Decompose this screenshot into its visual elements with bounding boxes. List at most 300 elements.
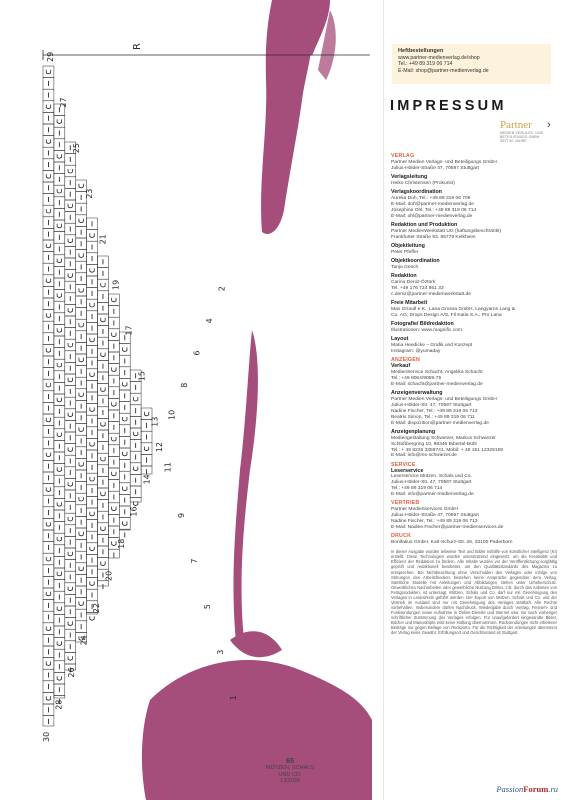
chart-symbol bbox=[57, 189, 61, 193]
chart-symbol bbox=[68, 169, 72, 173]
chart-symbol bbox=[101, 353, 105, 357]
page-footer bbox=[262, 757, 318, 785]
chart-symbol bbox=[68, 378, 72, 382]
row-number-bottom: 6 bbox=[192, 350, 202, 356]
chart-cell bbox=[43, 484, 54, 496]
row-number-bottom: 30 bbox=[42, 731, 51, 742]
section-line: Julius-Hölder-Straße 47, 70597 Stuttgart bbox=[391, 513, 479, 519]
section-line: Instagram: @yumaday bbox=[391, 349, 441, 355]
order-box-web[interactable]: www.partner-medienverlag.de/shop bbox=[398, 54, 480, 61]
chart-symbol bbox=[46, 348, 50, 352]
chart-cell bbox=[98, 279, 109, 291]
chart-symbol bbox=[68, 656, 72, 660]
chart-cell bbox=[65, 618, 76, 630]
section-title: DRUCK bbox=[391, 533, 412, 540]
chart-cell bbox=[108, 433, 119, 445]
section-line: Julius-Hölder-Str. 47, 70597 Stuttgart bbox=[391, 480, 472, 486]
chart-cell bbox=[43, 170, 54, 182]
row-number-top: 13 bbox=[150, 416, 160, 427]
impressum-title: IMPRESSUM bbox=[390, 98, 507, 114]
chart-cell bbox=[65, 235, 76, 247]
chart-symbol bbox=[68, 482, 72, 486]
section-title: VERTRIEB bbox=[391, 500, 420, 507]
chart-cell bbox=[54, 533, 65, 545]
chart-cell bbox=[76, 528, 87, 540]
chart-cell bbox=[54, 324, 65, 336]
chart-symbol bbox=[90, 477, 94, 481]
row-number-bottom: 12 bbox=[154, 442, 164, 453]
section-line[interactable]: E-Mail: Nadine.Fischer@partner-medienservices.de bbox=[391, 525, 504, 530]
section-verlagskoordination bbox=[391, 190, 557, 220]
chart-cell bbox=[119, 529, 130, 530]
section-line: Bonifatius GmbH, Karl-Schurz-Str. 26, 33100 Paderborn bbox=[391, 540, 513, 546]
section-heading: Redaktion bbox=[391, 273, 417, 280]
section-line: Co. AG, Drops Design A/S, Fil Katia S.A., Pro Lana bbox=[391, 312, 502, 318]
section-line: Tel. +49 176 724 861 33 bbox=[391, 286, 444, 291]
row-number-bottom: 14 bbox=[142, 474, 152, 485]
chart-cell bbox=[43, 344, 54, 356]
chart-cell bbox=[54, 116, 65, 128]
chart-cell bbox=[43, 518, 54, 530]
chart-cell bbox=[65, 652, 76, 664]
chart-cell bbox=[98, 453, 109, 465]
chart-symbol bbox=[57, 119, 61, 123]
chart-symbol bbox=[144, 447, 148, 451]
chart-cell bbox=[98, 488, 109, 500]
chart-symbol bbox=[79, 288, 83, 292]
chart-symbol bbox=[133, 397, 137, 401]
chart-cell bbox=[76, 319, 87, 331]
chart-cell bbox=[108, 468, 119, 480]
chart-symbol bbox=[68, 343, 72, 347]
chart-symbol bbox=[68, 239, 72, 243]
chart-cell bbox=[43, 623, 54, 635]
chart-cell bbox=[43, 379, 54, 391]
chart-cell bbox=[76, 493, 87, 505]
watermark bbox=[496, 784, 558, 794]
watermark-part: Passion bbox=[496, 784, 524, 794]
section-heading: Verlagskoordination bbox=[391, 189, 442, 196]
chart-cell bbox=[76, 215, 87, 227]
chart-symbol bbox=[68, 552, 72, 556]
section-line: Julius-Hölder-Straße 47, 70597 Stuttgart bbox=[391, 165, 479, 171]
section-objektkoordination bbox=[391, 259, 557, 271]
chart-symbol bbox=[46, 244, 50, 248]
chart-cell bbox=[87, 543, 98, 555]
section-line: Josephine Ohl, Tel.: +49 89 319 06 714 bbox=[391, 207, 477, 213]
chart-symbol bbox=[57, 676, 61, 680]
chart-cell bbox=[130, 498, 141, 502]
chart-cell bbox=[119, 518, 130, 530]
chart-symbol bbox=[57, 467, 61, 471]
chart-symbol bbox=[68, 204, 72, 208]
chart-symbol bbox=[90, 616, 94, 620]
chart-symbol bbox=[123, 382, 127, 386]
chart-cell bbox=[130, 463, 141, 475]
chart-symbol bbox=[79, 393, 83, 397]
section-anzeigen bbox=[391, 358, 557, 388]
chart-cell bbox=[54, 150, 65, 162]
chart-symbol bbox=[46, 279, 50, 283]
chart-corner-letter: R bbox=[132, 43, 143, 50]
chart-cell bbox=[98, 523, 109, 535]
chart-cell bbox=[43, 658, 54, 670]
chart-symbol bbox=[68, 308, 72, 312]
paint-drip bbox=[233, 330, 257, 642]
section-line: Carinu Deniz-Öztürk bbox=[391, 280, 436, 286]
chart-symbol bbox=[46, 139, 50, 143]
chart-symbol bbox=[101, 561, 105, 565]
chart-symbol bbox=[101, 318, 105, 322]
chart-cell bbox=[108, 398, 119, 410]
section-heading: Verkauf bbox=[391, 363, 411, 370]
section-line[interactable]: E-Mail: doh@partner-medienverlag.de bbox=[391, 201, 474, 207]
chart-cell bbox=[65, 374, 76, 386]
chart-symbol bbox=[79, 219, 83, 223]
chart-symbol bbox=[57, 259, 61, 263]
section-heading: Verlagsleitung bbox=[391, 174, 428, 181]
section-line: Partner Medienservices GmbH bbox=[391, 507, 458, 513]
chart-cell bbox=[65, 444, 76, 456]
chart-cell bbox=[65, 304, 76, 316]
chart-symbol bbox=[79, 462, 83, 466]
section-heading: Objektleitung bbox=[391, 242, 425, 249]
section-heading: Objektkoordination bbox=[391, 258, 440, 265]
row-number-top: 19 bbox=[111, 279, 121, 290]
chart-symbol bbox=[68, 413, 72, 417]
section-line: Mediengestaltung Schwiezer, Markus Schwiezer bbox=[391, 435, 496, 441]
section-line[interactable]: E-Mail: info@ms-schwiezer.de bbox=[391, 453, 457, 459]
row-number-bottom: 4 bbox=[204, 318, 214, 324]
chart-cell bbox=[54, 185, 65, 197]
section-redaktion bbox=[391, 274, 557, 298]
section-line: Illustrationen: www.magnific.com bbox=[391, 328, 462, 334]
chart-symbol bbox=[79, 532, 83, 536]
chart-cell bbox=[54, 359, 65, 371]
row-number-top: 9 bbox=[176, 512, 186, 518]
chart-symbol bbox=[46, 487, 50, 491]
section-line: Partner MedienWerkstatt UG (haftungsbeschränkt) bbox=[391, 228, 501, 234]
chart-cell bbox=[98, 349, 109, 361]
chart-cell bbox=[119, 483, 130, 495]
chart-cell bbox=[76, 424, 87, 436]
chart-cell bbox=[87, 369, 98, 381]
row-number-bottom: 22 bbox=[92, 603, 102, 614]
watermark-part: .ru bbox=[548, 784, 558, 794]
section-heading: Leserservice bbox=[391, 467, 424, 474]
chart-cell bbox=[43, 449, 54, 461]
section-verlag bbox=[391, 154, 557, 172]
chart-symbol bbox=[79, 567, 83, 571]
chart-cell bbox=[43, 588, 54, 600]
chart-symbol bbox=[57, 502, 61, 506]
section-title: ANZEIGEN bbox=[391, 357, 420, 364]
chart-symbol bbox=[112, 541, 116, 545]
section-line: Nadine Fischer, Tel.: +49 89 319 06 713 bbox=[391, 519, 478, 525]
row-number-top: 1 bbox=[229, 695, 239, 701]
row-number-top: 25 bbox=[72, 143, 82, 154]
section-line: Schloßbergring 10, 89346 Bibertal-Bühl bbox=[391, 441, 477, 447]
section-line[interactable]: c.deniz@partner-medienwerkstatt.de bbox=[391, 291, 471, 297]
chart-symbol bbox=[79, 184, 83, 188]
section-line: MedienService Schacht, Angelika Schacht bbox=[391, 370, 483, 376]
row-number-top: 11 bbox=[163, 462, 173, 473]
chart-symbol bbox=[57, 607, 61, 611]
chart-cell bbox=[87, 264, 98, 276]
section-freie-mitarbeit bbox=[391, 301, 557, 319]
chart-cell bbox=[54, 290, 65, 302]
chart-symbol bbox=[57, 328, 61, 332]
magazine-name-line-2: UND CO. bbox=[278, 771, 302, 778]
row-number-top: 15 bbox=[137, 371, 147, 382]
chart-symbol bbox=[101, 422, 105, 426]
logo-line-1: MEDIEN VERLAGS- UND bbox=[500, 131, 544, 135]
chart-cell bbox=[76, 389, 87, 401]
section-line: Tel.: +49 89 319 06 714 bbox=[391, 486, 443, 492]
chart-cell bbox=[54, 672, 65, 684]
chart-symbol bbox=[46, 383, 50, 387]
section-fotografie bbox=[391, 322, 557, 334]
chart-cell bbox=[76, 563, 87, 575]
chart-cell bbox=[43, 66, 54, 78]
chart-symbol bbox=[46, 661, 50, 665]
chart-cell bbox=[76, 284, 87, 296]
chart-symbol bbox=[90, 547, 94, 551]
section-line: Leserservice Mützen, Schals und Co. bbox=[391, 474, 473, 480]
chevron-right-icon: › bbox=[547, 119, 551, 131]
chart-cell bbox=[65, 548, 76, 560]
section-line: Tanja Gesch bbox=[391, 264, 419, 270]
chart-cell bbox=[98, 314, 109, 326]
row-number-bottom: 26 bbox=[67, 667, 77, 678]
chart-cell bbox=[54, 498, 65, 510]
order-box-title: Heftbestellungen bbox=[398, 48, 444, 54]
chart-symbol bbox=[90, 373, 94, 377]
chart-symbol bbox=[46, 418, 50, 422]
row-number-bottom: 2 bbox=[217, 286, 227, 292]
chart-cell bbox=[87, 508, 98, 520]
chart-cell bbox=[54, 429, 65, 441]
chart-symbol bbox=[90, 338, 94, 342]
chart-symbol bbox=[79, 323, 83, 327]
chart-cell bbox=[65, 583, 76, 595]
section-line: Maria Heedicke – Grafik und Konzept bbox=[391, 343, 473, 349]
paint-splash-bottom bbox=[142, 660, 372, 800]
row-number-top: 23 bbox=[85, 188, 95, 199]
chart-symbol bbox=[68, 587, 72, 591]
row-number-top: 27 bbox=[59, 97, 69, 108]
chart-symbol bbox=[133, 432, 137, 436]
chart-symbol bbox=[46, 453, 50, 457]
section-vertrieb bbox=[391, 501, 557, 531]
chart-cell bbox=[43, 205, 54, 217]
row-number-top: 29 bbox=[46, 51, 55, 62]
row-number-bottom: 18 bbox=[117, 538, 127, 549]
chart-symbol bbox=[79, 497, 83, 501]
chart-grid bbox=[43, 66, 152, 726]
chart-cell bbox=[119, 448, 130, 460]
chart-symbol bbox=[68, 447, 72, 451]
chart-symbol bbox=[101, 492, 105, 496]
chart-cell bbox=[54, 394, 65, 406]
chart-cell bbox=[130, 428, 141, 440]
row-number-top: 5 bbox=[202, 604, 212, 610]
chart-cell bbox=[65, 478, 76, 490]
chart-symbol bbox=[46, 627, 50, 631]
chart-symbol bbox=[46, 522, 50, 526]
chart-cell bbox=[108, 503, 119, 515]
paint-blob bbox=[230, 631, 282, 657]
section-heading: Anzeigenverwaltung bbox=[391, 390, 443, 397]
section-line: Nadine Fischer, Tel.: +49 89 319 06 713 bbox=[391, 408, 478, 414]
section-line: Julius-Hölder-Str. 47, 70597 Stuttgart bbox=[391, 402, 472, 408]
chart-symbol bbox=[57, 224, 61, 228]
chart-symbol bbox=[68, 621, 72, 625]
legal-disclaimer: In dieser Ausgabe wurden teilweise Text und Bilder mithilfe von künstlicher Intelligenz (KI) erstellt. Diese Technologien wurden unterstützend eingesetzt, um die Kreativität und Effizienz der Redaktion zu fördern. Alle Inhalte wurden vor der Veröffentlichung sorgfältig geprüft und redaktionell bearbeitet, um den Qualitätsstandards des Magazins zu entsprechen. Bei Nichtbeachtung ohne Verschulden des Verlages oder infolge von Störungen des Arbeitsfriedens bestehen keine Ansprüche gegenüber dem Verlag. Sämtliche Modelle mit Anleitungen und Abbildungen stehen unter Urheberschutz. Gewerbliches Nacharbeiten oder gewerbliche Nutzung Dritter, z.B. durch das Anbieten von Fertigprodukten, ist untersagt. Mützen, Schals und Co. darf nur mit Genehmigung des Verlages in Lesezirkeln geführt werden. Der Export von Mützen, Schals und Co. und der Vertrieb im Ausland sind nur mit Genehmigung des Verlages statthaft. Alle Rechte vorbehalten. Insbesondere dürfen Nachdruck, Wiedergabe durch Vortrag, Fernseh- und Funksendungen sowie Aufnahme in Online-Dienste und Internet usw. nur nach vorheriger schriftlicher Zustimmung des Verlages erfolgen. Für unaufgefordert eingesandte Bilder, Bücher und Manuskripte wird keine Haftung übernommen. Rücksendungen nicht erbetener Beiträge nur gegen Beilage von Rückporto. Für die Richtigkeit der Anleitungen übernimmt der Verlag keine Gewähr. Erfüllungsort und Gerichtsstand ist Stuttgart. bbox=[391, 549, 557, 636]
issue-number: 13|2026 bbox=[280, 778, 300, 785]
chart-symbol bbox=[90, 407, 94, 411]
chart-symbol bbox=[112, 298, 116, 302]
chart-symbol bbox=[79, 601, 83, 605]
chart-symbol bbox=[90, 268, 94, 272]
chart-symbol bbox=[90, 303, 94, 307]
section-line: Tel.: +49 8064/9059-75 bbox=[391, 375, 442, 381]
section-service bbox=[391, 463, 557, 498]
watermark-part: Forum bbox=[523, 784, 549, 794]
chart-cell bbox=[43, 101, 54, 113]
chart-cell bbox=[65, 270, 76, 282]
chart-symbol bbox=[112, 507, 116, 511]
chart-cell bbox=[54, 603, 65, 615]
chart-symbol bbox=[133, 467, 137, 471]
chart-cell bbox=[108, 364, 119, 376]
chart-cell bbox=[54, 638, 65, 650]
chart-cell bbox=[98, 418, 109, 430]
chart-symbol bbox=[46, 209, 50, 213]
section-line[interactable]: E-Mail: schacht@partner-medienverlag.de bbox=[391, 381, 483, 387]
chart-symbol bbox=[46, 70, 50, 74]
chart-symbol bbox=[101, 387, 105, 391]
partner-logo bbox=[500, 120, 560, 148]
chart-cell bbox=[65, 200, 76, 212]
section-line: Partner Medien Verlags- und Beteiligungs GmbH bbox=[391, 159, 497, 165]
chart-cell bbox=[87, 473, 98, 485]
chart-cell bbox=[119, 378, 130, 390]
section-line: Beatrix Simon, Tel.: +49 89 319 06 711 bbox=[391, 414, 475, 420]
chart-symbol bbox=[46, 313, 50, 317]
row-number-top: 21 bbox=[98, 234, 108, 245]
chart-symbol bbox=[79, 253, 83, 257]
chart-symbol bbox=[79, 358, 83, 362]
section-line: Peter Pfeffer bbox=[391, 249, 419, 255]
chart-symbol bbox=[123, 347, 127, 351]
impressum-body bbox=[391, 154, 557, 635]
section-line[interactable]: E-Mail: ohl@partner-medienverlag.de bbox=[391, 213, 473, 219]
row-number-top: 17 bbox=[124, 325, 134, 336]
chart-symbol bbox=[101, 457, 105, 461]
chart-cell bbox=[87, 299, 98, 311]
chart-cell bbox=[65, 409, 76, 421]
chart-cell bbox=[43, 310, 54, 322]
section-line: Frankfurter Straße 93, 65779 Kelkheim bbox=[391, 234, 476, 240]
section-anzeigenplanung bbox=[391, 430, 557, 460]
logo-line-3: SEIT 30 JAHRE bbox=[500, 139, 527, 143]
chart-cell bbox=[54, 696, 65, 698]
chart-cell bbox=[87, 404, 98, 416]
chart-symbol bbox=[57, 572, 61, 576]
chart-cell bbox=[98, 558, 109, 570]
section-druck bbox=[391, 534, 557, 546]
chart-cell bbox=[119, 344, 130, 356]
row-number-bottom: 8 bbox=[179, 382, 189, 388]
chart-cell bbox=[65, 513, 76, 525]
section-line: Tel.: + 49 8226 3359741, Mobil: + 49 151 12329159 bbox=[391, 447, 504, 453]
section-line: Max Gründl e.K., Lana Grossa GmbH, Langyarns Lang & bbox=[391, 307, 515, 313]
chart-symbol bbox=[57, 537, 61, 541]
section-heading: Freie Mitarbeit bbox=[391, 300, 428, 307]
chart-cell bbox=[43, 136, 54, 148]
chart-symbol bbox=[112, 367, 116, 371]
section-line[interactable]: E-Mail: info@partner-medienverlag.de bbox=[391, 492, 474, 498]
section-heading: Fotografie/ Bildredaktion bbox=[391, 321, 454, 328]
chart-symbol bbox=[112, 402, 116, 406]
chart-cell bbox=[87, 438, 98, 450]
section-title: VERLAG bbox=[391, 153, 415, 159]
chart-symbol bbox=[112, 437, 116, 441]
chart-cell bbox=[43, 692, 54, 704]
chart-cell bbox=[130, 393, 141, 405]
chart-symbol bbox=[90, 233, 94, 237]
chart-symbol bbox=[112, 333, 116, 337]
chart-symbol bbox=[123, 487, 127, 491]
chart-cell bbox=[65, 339, 76, 351]
chart-symbol bbox=[46, 105, 50, 109]
order-box-email[interactable]: E-Mail: shop@partner-medienverlag.de bbox=[398, 67, 489, 74]
chart-symbol bbox=[101, 283, 105, 287]
chart-symbol bbox=[90, 581, 94, 585]
chart-cell bbox=[54, 464, 65, 476]
row-number-bottom: 28 bbox=[54, 699, 64, 710]
chart-cell bbox=[141, 443, 152, 455]
chart-symbol bbox=[123, 417, 127, 421]
row-number-top: 3 bbox=[216, 649, 226, 655]
chart-symbol bbox=[112, 472, 116, 476]
page-number: 65 bbox=[285, 756, 295, 765]
section-heading: Anzeigenplanung bbox=[391, 428, 436, 435]
section-verlagsleitung bbox=[391, 175, 557, 187]
chart-symbol bbox=[46, 557, 50, 561]
chart-cell bbox=[76, 354, 87, 366]
chart-symbol bbox=[57, 154, 61, 158]
section-line[interactable]: E-Mail: dispozition@partner-medienverlag.de bbox=[391, 420, 489, 426]
chart-symbol bbox=[57, 363, 61, 367]
chart-cell bbox=[43, 275, 54, 287]
chart-symbol bbox=[68, 273, 72, 277]
chart-symbol bbox=[57, 293, 61, 297]
chart-cell bbox=[87, 334, 98, 346]
chart-cell bbox=[43, 553, 54, 565]
section-heading: Redaktion und Produktion bbox=[391, 221, 458, 228]
chart-cell bbox=[108, 329, 119, 341]
magazine-name-line-1: MÜTZEN, SCHALS bbox=[266, 765, 314, 771]
section-layout bbox=[391, 337, 557, 355]
chart-cell bbox=[76, 458, 87, 470]
row-number-top: 7 bbox=[189, 558, 199, 564]
order-box-phone: Tel.: +49 89 319 06 714 bbox=[398, 61, 453, 68]
chart-symbol bbox=[123, 452, 127, 456]
row-number-bottom: 24 bbox=[79, 635, 89, 646]
chart-symbol bbox=[79, 427, 83, 431]
